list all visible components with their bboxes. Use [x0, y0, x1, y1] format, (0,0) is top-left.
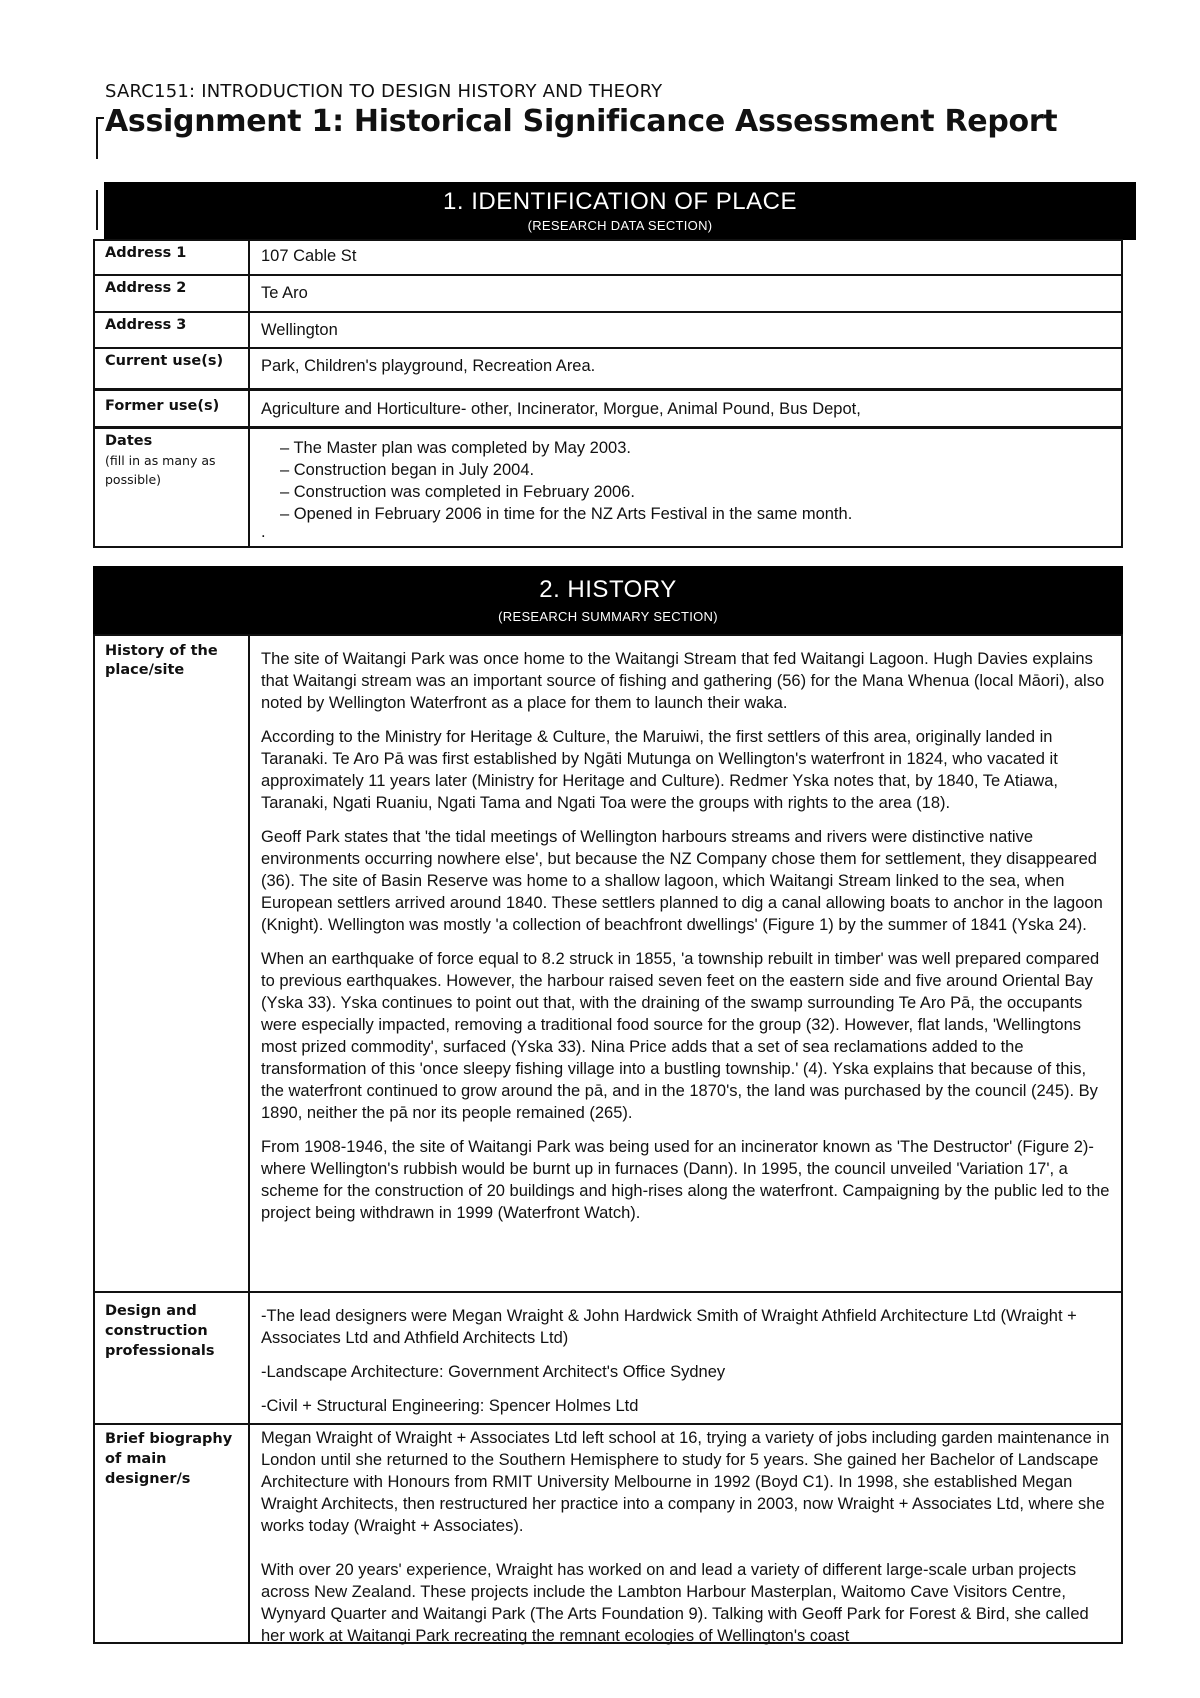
- dates-sublabel: (fill in as many as possible): [105, 453, 216, 487]
- dates-label-text: Dates: [105, 433, 153, 449]
- biography-value: [250, 1425, 1121, 1645]
- biography-paragraph: Megan Wraight of Wraight + Associates Ltd left school at 16, trying a variety of jobs including garden maintenance in London until she returned to the Southern Hemisphere to study for 5 years. She gained her Bachelor of Landscape Architecture with Honours from RMIT University Melbourne in 1992 (Boyd C1). In 1998, she established Megan Wraight Architects, then restructured her practice into a company in 2003, now Wraight + Associates Ltd, where she works today (Wraight + Associates).: [261, 1429, 1110, 1535]
- section2-title: 2. HISTORY: [539, 576, 677, 603]
- table-row: [93, 347, 1123, 390]
- history-label: History of the place/site: [95, 636, 250, 1291]
- table-row-design: [93, 1291, 1123, 1425]
- section2-subtitle: (RESEARCH SUMMARY SECTION): [498, 609, 718, 624]
- table-row-dates: [93, 427, 1123, 548]
- dates-list: [261, 437, 1111, 525]
- design-label: Design and construction professionals: [95, 1293, 250, 1423]
- list-item: – The Master plan was completed by May 2003.: [280, 437, 1111, 459]
- corner-mark: [96, 117, 98, 159]
- row-label: Address 3: [95, 313, 250, 347]
- list-item: – Opened in February 2006 in time for the NZ Arts Festival in the same month.: [280, 503, 1111, 525]
- dates-trailing: .: [261, 523, 266, 541]
- design-paragraph: -Landscape Architecture: Government Architect's Office Sydney: [261, 1363, 726, 1381]
- row-label: Address 1: [95, 241, 250, 274]
- row-value: Te Aro: [261, 284, 308, 302]
- course-title: SARC151: INTRODUCTION TO DESIGN HISTORY AND THEORY: [105, 81, 663, 102]
- list-item: – Construction began in July 2004.: [280, 459, 1111, 481]
- row-label: Former use(s): [95, 391, 250, 426]
- history-paragraph: When an earthquake of force equal to 8.2 struck in 1855, 'a township rebuilt in timber' was well prepared compared to previous earthquakes. However, the harbour raised seven feet on the eastern side and five around Oriental Bay (Yska 33). Yska continues to point out that, with the draining of the swamp surrounding Te Aro Pā, the occupants were especially impacted, removing a traditional food source for the group (32). However, flat lands, 'Wellingtons most prized commodity', surfaced (Yska 33). Nina Price adds that a set of sea reclamations added to the transformation of this 'once sleepy fishing village into a bustling township.' (4). Yska explains that because of this, the waterfront continued to grow around the pā, and in the 1870's, the land was purchased by the council (245). By 1890, neither the pā nor its people remained (265).: [261, 950, 1100, 1122]
- table-row: [93, 274, 1123, 313]
- design-paragraph: -Civil + Structural Engineering: Spencer Holmes Ltd: [261, 1397, 639, 1415]
- table-row: [93, 389, 1123, 428]
- section1-subtitle: (RESEARCH DATA SECTION): [527, 218, 713, 233]
- dates-value: [250, 429, 1121, 546]
- history-value: [250, 636, 1121, 1291]
- section2-header: [93, 566, 1123, 636]
- section1-title: 1. IDENTIFICATION OF PLACE: [443, 188, 797, 215]
- list-item: – Construction was completed in February 2006.: [280, 481, 1111, 503]
- history-paragraph: The site of Waitangi Park was once home to the Waitangi Stream that fed Waitangi Lagoon. Hugh Davies explains that Waitangi stream was an important source of fishing and gathering (56) for the Mana Whenua (local Māori), also noted by Wellington Waterfront as a place for them to launch their waka.: [261, 650, 1105, 712]
- row-label: Current use(s): [95, 349, 250, 388]
- table-row: [93, 311, 1123, 349]
- history-paragraph: According to the Ministry for Heritage & Culture, the Maruiwi, the first settlers of this area, originally landed in Taranaki. Te Aro Pā was first established by Ngāti Mutunga on Wellington's waterfront in 1824, who vacated it approximately 11 years later (Ministry for Heritage and Culture). Redmer Yska notes that, by 1840, Te Atiawa, Taranaki, Ngati Ruaniu, Ngati Tama and Ngati Toa were the groups with rights to the area (18).: [261, 728, 1058, 812]
- biography-label: Brief biography of main designer/s: [95, 1425, 250, 1642]
- row-value: Park, Children's playground, Recreation Area.: [261, 357, 596, 375]
- section1-header: [104, 182, 1136, 240]
- design-paragraph: -The lead designers were Megan Wraight & John Hardwick Smith of Wraight Athfield Architecture Ltd (Wraight + Associates Ltd and Athfield Architects Ltd): [261, 1307, 1077, 1347]
- history-paragraph: Geoff Park states that 'the tidal meetings of Wellington harbours streams and rivers were distinctive native environments occurring nowhere else', but because the NZ Company chose them for settlement, they disappeared (36). The site of Basin Reserve was home to a shallow lagoon, which Waitangi Stream linked to the sea, when European settlers arrived around 1840. These settlers planned to dig a canal allowing boats to anchor in the lagoon (Knight). Wellington was mostly 'a collection of beachfront dwellings' (Figure 1) by the summer of 1841 (Yska 24).: [261, 828, 1103, 934]
- table-row-history: [93, 634, 1123, 1293]
- history-paragraph: From 1908-1946, the site of Waitangi Park was being used for an incinerator known as 'The Destructor' (Figure 2)- where Wellington's rubbish would be burnt up in furnaces (Dann). In 1995, the council unveiled 'Variation 17', a scheme for the construction of 20 buildings and high-rises along the waterfront. Campaigning by the public led to the project being withdrawn in 1999 (Waterfront Watch).: [261, 1138, 1110, 1222]
- assignment-title: Assignment 1: Historical Significance Assessment Report: [105, 104, 1058, 139]
- biography-paragraph: With over 20 years' experience, Wraight has worked on and lead a variety of different large-scale urban projects across New Zealand. These projects include the Lambton Harbour Masterplan, Waitomo Cave Visitors Centre, Wynyard Quarter and Waitangi Park (The Arts Foundation 9). Talking with Geoff Park for Forest & Bird, she called her work at Waitangi Park recreating the remnant ecologies of Wellington's coast: [261, 1561, 1089, 1645]
- corner-mark: [96, 190, 98, 230]
- table-row: [93, 239, 1123, 276]
- design-value: [250, 1293, 1121, 1423]
- table-row-biography: [93, 1423, 1123, 1644]
- row-value: Wellington: [261, 321, 338, 339]
- row-value: Agriculture and Horticulture- other, Incinerator, Morgue, Animal Pound, Bus Depot,: [261, 400, 861, 418]
- row-value: 107 Cable St: [261, 247, 357, 265]
- dates-label: [95, 429, 250, 546]
- row-label: Address 2: [95, 276, 250, 311]
